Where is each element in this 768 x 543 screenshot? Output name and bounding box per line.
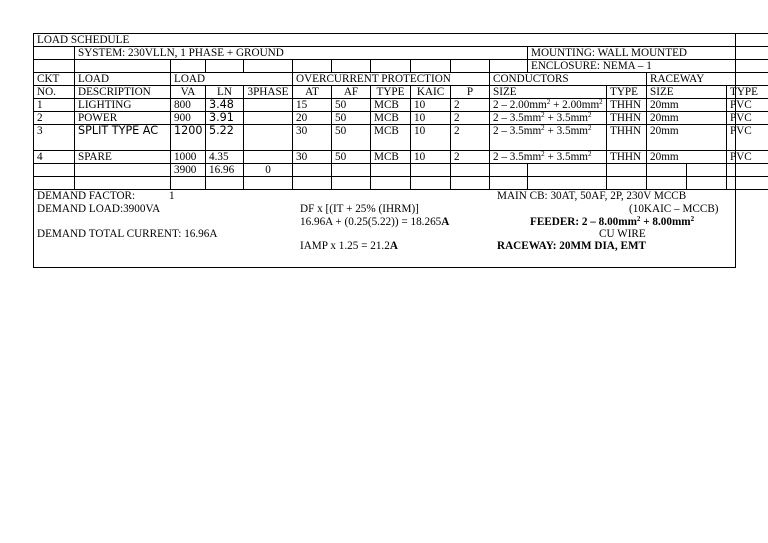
feeder-spec: FEEDER: $2 - 8.00mm^2 + 8.00mm^2$ <box>530 215 695 228</box>
conductor-size: $2 - 3.5mm^2 + 3.5mm^2$ <box>490 112 607 125</box>
breaker-type: MCB <box>371 151 411 164</box>
system-spec: SYSTEM: 230VLLN, 1 PHASE + GROUND <box>75 47 528 60</box>
raceway-type: PVC <box>727 151 768 164</box>
va-value: 1200 <box>171 125 206 151</box>
enclosure-row <box>34 60 768 73</box>
iamp-calculation: IAMP x 1.25 = 21.2A <box>300 240 398 252</box>
conductor-type: THHN <box>607 112 647 125</box>
load-schedule-sheet <box>33 33 758 268</box>
va-value: 1000 <box>171 151 206 164</box>
col-size: SIZE <box>490 86 607 99</box>
col-kaic: KAIC <box>411 86 451 99</box>
table-row <box>34 125 768 151</box>
load-schedule-table <box>33 33 768 190</box>
col-type: TYPE <box>371 86 411 99</box>
col-p: P <box>451 86 490 99</box>
cu-wire-note: CU WIRE <box>599 228 646 240</box>
va-value: 900 <box>171 112 206 125</box>
main-cb-rating: (10KAIC – MCCB) <box>629 203 719 215</box>
total-va: 3900 <box>171 164 206 177</box>
col-description: DESCRIPTION <box>75 86 171 99</box>
at-value: 30 <box>293 151 332 164</box>
raceway-type: PVC <box>727 99 768 112</box>
col-at: AT <box>293 86 332 99</box>
col-ocp-group: OVERCURRENT PROTECTION <box>293 73 490 86</box>
col-af: AF <box>332 86 371 99</box>
raceway-size: 20mm <box>647 125 727 151</box>
demand-factor-label: DEMAND FACTOR: <box>37 190 136 202</box>
col-raceway-group: RACEWAY <box>647 73 768 86</box>
col-load-group: LOAD <box>171 73 293 86</box>
raceway-type: PVC <box>727 112 768 125</box>
ckt-no: 1 <box>34 99 75 112</box>
conductor-size: $2 - 3.5mm^2 + 3.5mm^2$ <box>490 151 607 164</box>
ln-value: 4.35 <box>206 151 244 164</box>
schedule-title: LOAD SCHEDULE <box>34 34 768 47</box>
table-row <box>34 99 768 112</box>
ckt-no: 2 <box>34 112 75 125</box>
blank-row <box>34 177 768 190</box>
breaker-type: MCB <box>371 99 411 112</box>
breaker-type: MCB <box>371 125 411 151</box>
demand-total-current: DEMAND TOTAL CURRENT: 16.96A <box>37 228 218 240</box>
poles-value: 2 <box>451 99 490 112</box>
at-value: 30 <box>293 125 332 151</box>
col-va: VA <box>171 86 206 99</box>
ln-value: 3.91 <box>206 112 244 125</box>
table-row <box>34 151 768 164</box>
ckt-no: 4 <box>34 151 75 164</box>
raceway-size: 20mm <box>647 99 727 112</box>
va-value: 800 <box>171 99 206 112</box>
demand-load: DEMAND LOAD:3900VA <box>37 203 161 215</box>
kaic-value: 10 <box>411 112 451 125</box>
col-load: LOAD <box>75 73 171 86</box>
load-description: SPLIT TYPE AC <box>75 125 171 151</box>
kaic-value: 10 <box>411 99 451 112</box>
raceway-size: 20mm <box>647 151 727 164</box>
load-description: LIGHTING <box>75 99 171 112</box>
af-value: 50 <box>332 112 371 125</box>
af-value: 50 <box>332 125 371 151</box>
af-value: 50 <box>332 99 371 112</box>
col-raceway-type: TYPE <box>727 86 768 99</box>
totals-row <box>34 164 768 177</box>
total-ln: 16.96 <box>206 164 244 177</box>
raceway-type: PVC <box>727 125 768 151</box>
header-row-1 <box>34 73 768 86</box>
enclosure-spec: ENCLOSURE: NEMA – 1 <box>528 60 768 73</box>
conductor-size: $2 - 3.5mm^2 + 3.5mm^2$ <box>490 125 607 151</box>
system-row <box>34 47 768 60</box>
col-cond-type: TYPE <box>607 86 647 99</box>
mounting-spec: MOUNTING: WALL MOUNTED <box>528 47 768 60</box>
at-value: 15 <box>293 99 332 112</box>
col-3phase: 3PHASE <box>244 86 293 99</box>
poles-value: 2 <box>451 125 490 151</box>
conductor-type: THHN <box>607 99 647 112</box>
col-no: NO. <box>34 86 75 99</box>
conductor-type: THHN <box>607 151 647 164</box>
raceway-spec: RACEWAY: 20MM DIA, EMT <box>497 240 646 252</box>
col-ckt: CKT <box>34 73 75 86</box>
ln-value: 3.48 <box>206 99 244 112</box>
col-ln: LN <box>206 86 244 99</box>
at-value: 20 <box>293 112 332 125</box>
col-raceway-size: SIZE <box>647 86 727 99</box>
demand-factor-value: 1 <box>169 190 175 202</box>
load-description: POWER <box>75 112 171 125</box>
conductor-type: THHN <box>607 125 647 151</box>
ckt-no: 3 <box>34 125 75 151</box>
table-row <box>34 112 768 125</box>
af-value: 50 <box>332 151 371 164</box>
title-row <box>34 34 768 47</box>
ln-value: 5.22 <box>206 125 244 151</box>
poles-value: 2 <box>451 151 490 164</box>
df-formula: DF x [(IT + 25% (IHRM)] <box>300 203 419 215</box>
col-conductors-group: CONDUCTORS <box>490 73 647 86</box>
conductor-size: $2 - 2.00mm^2 + 2.00mm^2$ <box>490 99 607 112</box>
main-cb-spec: MAIN CB: 30AT, 50AF, 2P, 230V MCCB <box>497 190 687 202</box>
header-row-2 <box>34 86 768 99</box>
kaic-value: 10 <box>411 151 451 164</box>
df-calculation: 16.96A + (0.25(5.22)) = 18.265A <box>300 216 450 228</box>
total-3phase: 0 <box>244 164 293 177</box>
kaic-value: 10 <box>411 125 451 151</box>
load-description: SPARE <box>75 151 171 164</box>
breaker-type: MCB <box>371 112 411 125</box>
raceway-size: 20mm <box>647 112 727 125</box>
poles-value: 2 <box>451 112 490 125</box>
